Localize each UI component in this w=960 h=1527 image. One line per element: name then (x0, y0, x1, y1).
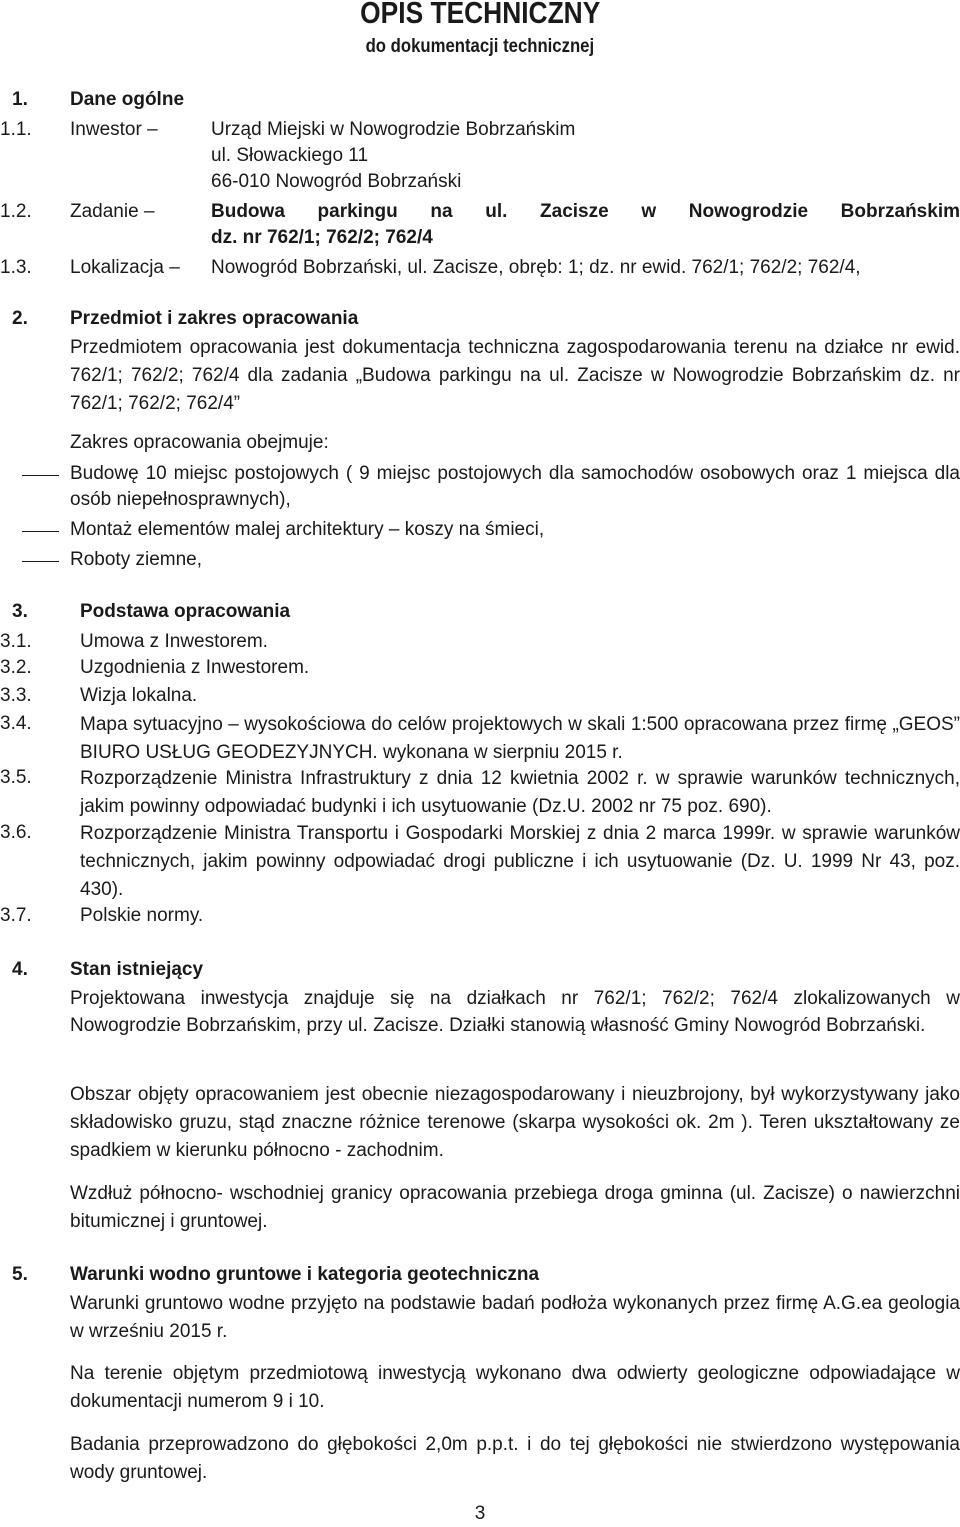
item-text: Polskie normy. (80, 905, 204, 926)
item-number: 3.4. (0, 713, 32, 734)
item-text: Uzgodnienia z Inwestorem. (80, 657, 310, 678)
section-heading: Warunki wodno gruntowe i kategoria geotechniczna (70, 1264, 540, 1285)
section-number: 3. (12, 601, 28, 622)
dash-bullet (22, 561, 59, 562)
list-item: Budowę 10 miejsc postojowych ( 9 miejsc postojowych dla samochodów osobowych oraz 1 miejsca dla osób niepełnosprawnych), (70, 463, 960, 510)
paragraph: Obszar objęty opracowaniem jest obecnie niezagospodarowany i nieuzbrojony, był wykorzystywany jako składowisko gruzu, stąd znaczne różnice terenowe (skarpa wysokości ok. 2m ). Teren ukształtowany ze spadkiem w kierunku północno - zachodnim. (70, 1084, 960, 1161)
item-number: 3.7. (0, 905, 32, 926)
item-number: 3.3. (0, 685, 32, 706)
item-text: Rozporządzenie Ministra Transportu i Gospodarki Morskiej z dnia 2 marca 1999r. w sprawie warunków technicznych, jakim powinny odpowiadać drogi publiczne i ich usytuowanie (Dz. U. 1999 Nr 43, poz. 430). (80, 823, 960, 900)
paragraph: Warunki gruntowo wodne przyjęto na podstawie badań podłoża wykonanych przez firmę A.G.ea geologia w wrześniu 2015 r. (70, 1293, 960, 1342)
item-label: Lokalizacja – (70, 257, 180, 278)
dash-bullet (22, 531, 59, 532)
section-heading: Dane ogólne (70, 89, 185, 110)
paragraph: Na terenie objętym przedmiotową inwestycją wykonano dwa odwierty geologiczne odpowiadające w dokumentacji numerom 9 i 10. (70, 1363, 960, 1412)
item-number: 1.3. (0, 257, 32, 278)
section-heading: Stan istniejący (70, 959, 204, 980)
item-value: dz. nr 762/1; 762/2; 762/4 (211, 227, 433, 248)
section-number: 1. (12, 89, 28, 110)
item-number: 1.2. (0, 201, 32, 222)
item-label: Zadanie – (70, 201, 155, 222)
item-number: 3.1. (0, 631, 32, 652)
item-number: 3.5. (0, 767, 32, 788)
item-text: Umowa z Inwestorem. (80, 631, 268, 652)
item-value: Budowa parkingu na ul. Zacisze w Nowogrodzie Bobrzańskim (211, 201, 960, 222)
item-text: Wizja lokalna. (80, 685, 198, 706)
item-number: 3.6. (0, 822, 32, 843)
item-label: Inwestor – (70, 119, 158, 140)
page-number: 3 (474, 1503, 486, 1524)
scope-heading: Zakres opracowania obejmuje: (70, 432, 329, 453)
paragraph: Badania przeprowadzono do głębokości 2,0m p.p.t. i do tej głębokości nie stwierdzono występowania wody gruntowej. (70, 1434, 960, 1483)
section-heading: Przedmiot i zakres opracowania (70, 308, 359, 329)
list-item: Roboty ziemne, (70, 549, 203, 570)
dash-bullet (22, 475, 59, 476)
document-subtitle: do dokumentacji technicznej (365, 36, 595, 57)
section-number: 5. (12, 1264, 28, 1285)
item-text: Rozporządzenie Ministra Infrastruktury z dnia 12 kwietnia 2002 r. w sprawie warunków technicznych, jakim powinny odpowiadać budynki i ich usytuowanie (Dz.U. 2002 nr 75 poz. 690). (80, 768, 960, 817)
item-number: 3.2. (0, 657, 32, 678)
item-value: 66-010 Nowogród Bobrzański (211, 171, 462, 192)
section-heading: Podstawa opracowania (80, 601, 291, 622)
item-value: Urząd Miejski w Nowogrodzie Bobrzańskim (211, 119, 576, 140)
item-number: 1.1. (0, 119, 32, 140)
item-text: Mapa sytuacyjno – wysokościowa do celów projektowych w skali 1:500 opracowana przez firmę „GEOS” BIURO USŁUG GEODEZYJNYCH. wykonana w sierpniu 2015 r. (80, 714, 960, 763)
section-number: 2. (12, 308, 28, 329)
item-value: Nowogród Bobrzański, ul. Zacisze, obręb: 1; dz. nr ewid. 762/1; 762/2; 762/4, (211, 257, 861, 278)
item-value: ul. Słowackiego 11 (211, 145, 369, 166)
paragraph: Wzdłuż północno- wschodniej granicy opracowania przebiega droga gminna (ul. Zacisze) o nawierzchni bitumicznej i gruntowej. (70, 1183, 960, 1232)
document-title: OPIS TECHNICZNY (359, 0, 601, 30)
list-item: Montaż elementów malej architektury – koszy na śmieci, (70, 519, 545, 540)
paragraph: Projektowana inwestycja znajduje się na działkach nr 762/1; 762/2; 762/4 zlokalizowanych w Nowogrodzie Bobrzańskim, przy ul. Zacisze. Działki stanowią własność Gminy Nowogród Bobrzański. (70, 988, 960, 1036)
section-number: 4. (12, 959, 28, 980)
paragraph: Przedmiotem opracowania jest dokumentacja techniczna zagospodarowania terenu na działce nr ewid. 762/1; 762/2; 762/4 dla zadania „Budowa parkingu na ul. Zacisze w Nowogrodzie Bobrzańskim dz. nr 762/1; 762/2; 762/4” (70, 337, 960, 414)
